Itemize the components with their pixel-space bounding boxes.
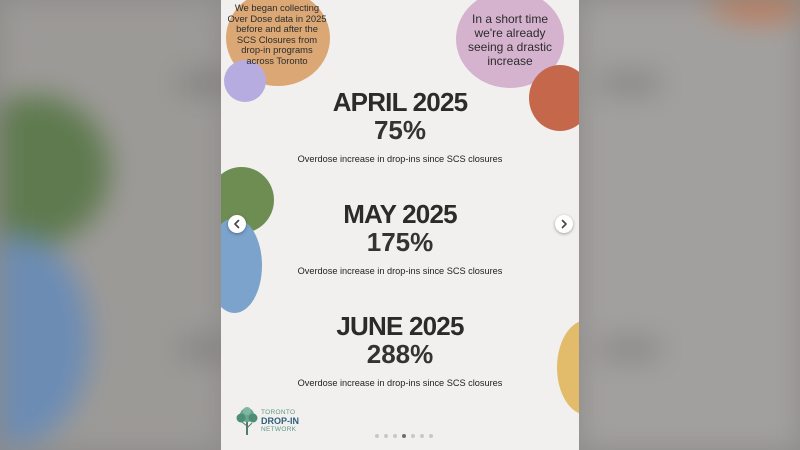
stat-month: JUNE 2025 <box>336 311 464 341</box>
next-slide-button[interactable] <box>555 215 573 233</box>
post-image <box>221 0 579 450</box>
stat-april <box>221 88 579 164</box>
toronto-drop-in-network-logo <box>235 406 299 436</box>
slide-dot[interactable] <box>429 434 433 438</box>
stat-may <box>221 200 579 276</box>
logo-line-network: NETWORK <box>261 425 297 433</box>
stat-month: MAY 2025 <box>343 199 457 229</box>
chevron-left-icon <box>232 219 242 229</box>
stat-percent: 175% <box>366 227 434 257</box>
stat-caption: Overdose increase in drop-ins since SCS closures <box>297 154 503 164</box>
stat-percent: 75% <box>373 115 427 145</box>
slide-dot[interactable] <box>411 434 415 438</box>
stat-caption: Overdose increase in drop-ins since SCS closures <box>297 266 503 276</box>
slide-dot[interactable] <box>393 434 397 438</box>
slide-dot[interactable] <box>375 434 379 438</box>
logo-line-drop-in: DROP-IN <box>261 415 299 426</box>
slide-dot-active[interactable] <box>402 434 406 438</box>
slide-dot[interactable] <box>384 434 388 438</box>
bubble-right-text: In a short time we're already seeing a drastic increase <box>467 12 553 68</box>
previous-slide-button[interactable] <box>228 215 246 233</box>
stat-month: APRIL 2025 <box>332 87 468 117</box>
bubble-left-text: We began collecting Over Dose data in 2025 before and after the SCS Closures from drop-in programs across Toronto <box>227 2 327 66</box>
slide-dot[interactable] <box>420 434 424 438</box>
logo-line-toronto: TORONTO <box>261 408 296 416</box>
stat-june <box>221 312 579 388</box>
stat-percent: 288% <box>366 339 434 369</box>
carousel-indicator <box>375 434 433 438</box>
tree-icon <box>235 406 259 436</box>
chevron-right-icon <box>559 219 569 229</box>
stat-caption: Overdose increase in drop-ins since SCS closures <box>297 378 503 388</box>
